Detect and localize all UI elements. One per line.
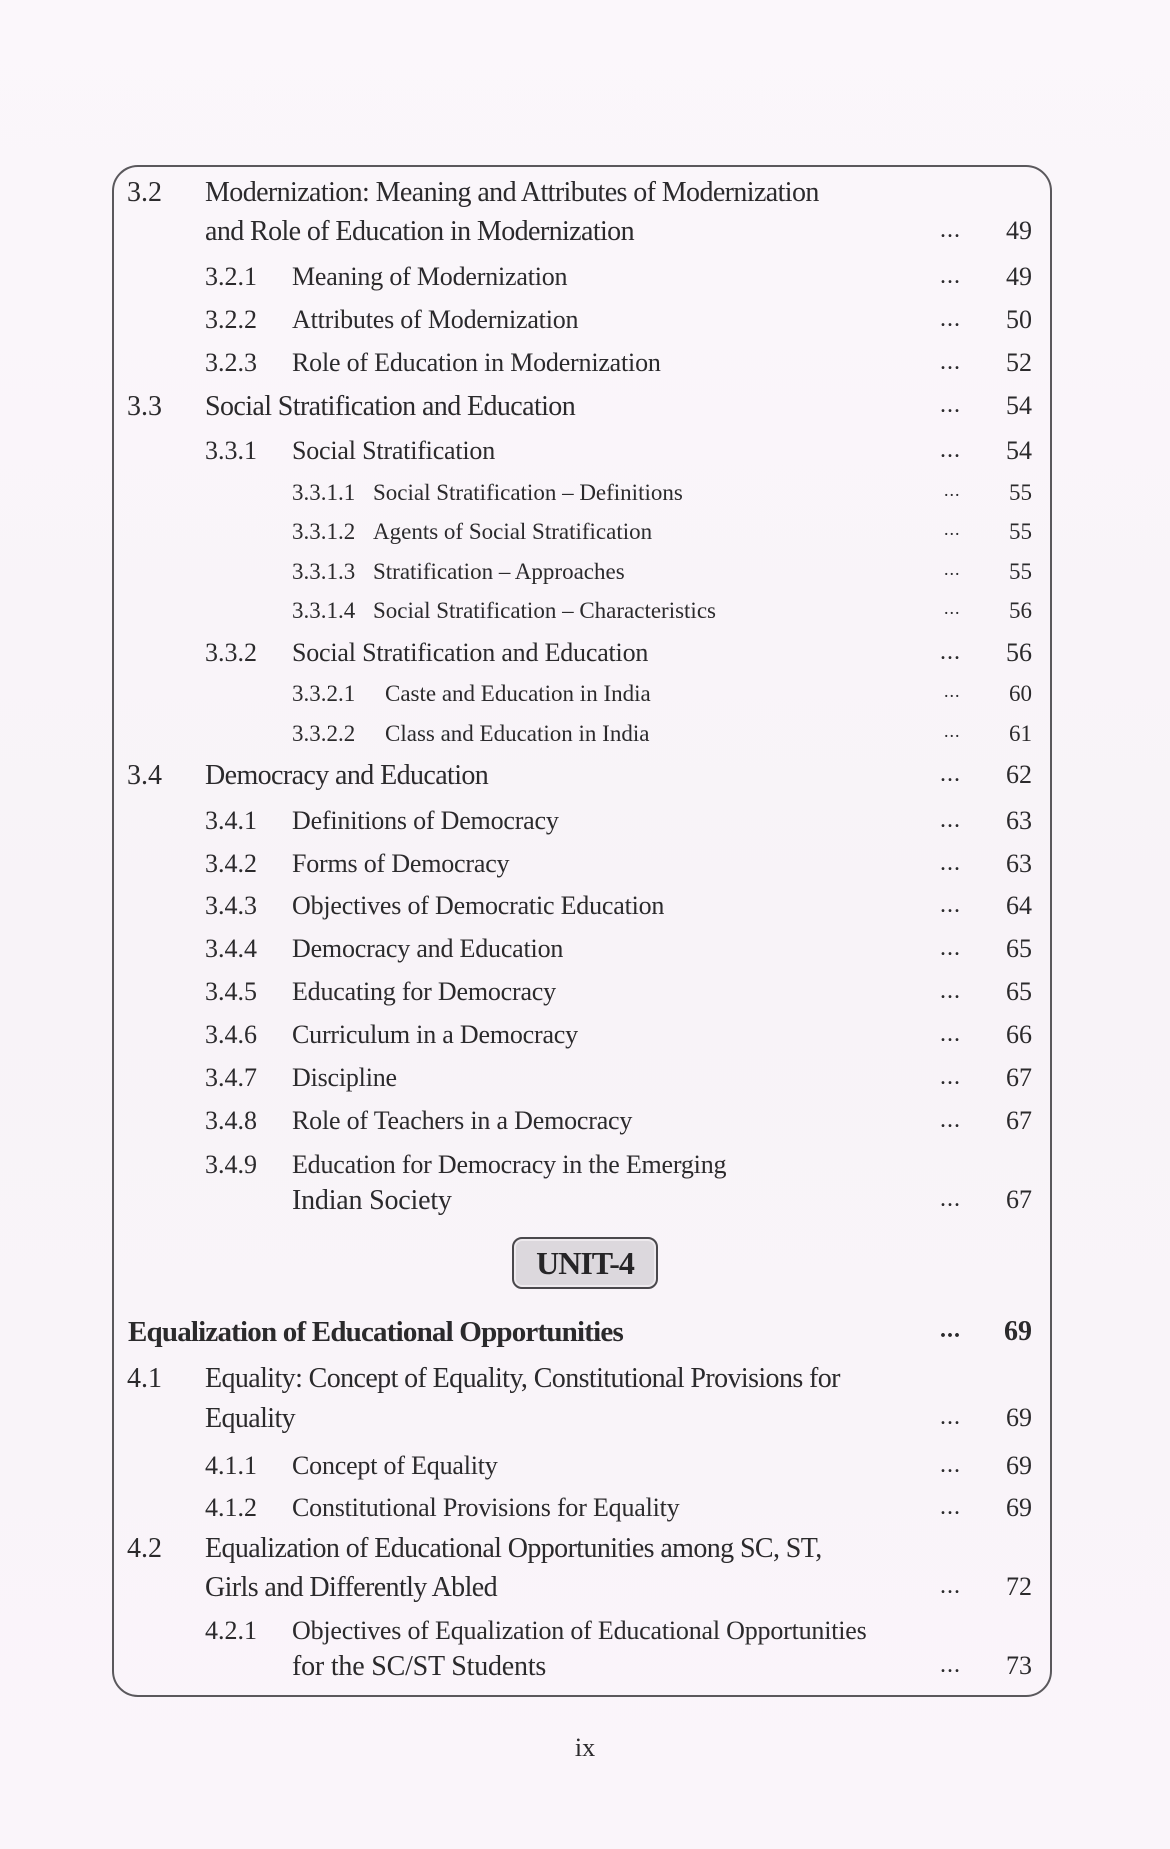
section-number: 4.2.1 bbox=[205, 1616, 257, 1645]
page-ref: 73 bbox=[1006, 1651, 1032, 1680]
section-title: Agents of Social Stratification bbox=[373, 519, 653, 544]
section-title: Meaning of Modernization bbox=[292, 262, 568, 291]
section-title: Social Stratification and Education bbox=[205, 391, 576, 422]
page-ref: 55 bbox=[1009, 480, 1032, 505]
toc-entry[interactable] bbox=[0, 1618, 1170, 1658]
section-title: Equality: Concept of Equality, Constitutional Provisions for bbox=[205, 1363, 840, 1394]
section-title: Indian Society bbox=[292, 1185, 452, 1216]
section-number: 4.1.1 bbox=[205, 1451, 257, 1480]
page-ref: 64 bbox=[1006, 891, 1032, 920]
page-ref: 63 bbox=[1006, 849, 1032, 878]
leader-dots: ... bbox=[940, 1186, 961, 1212]
page-ref: 49 bbox=[1006, 262, 1032, 291]
section-number: 3.2 bbox=[127, 177, 162, 208]
section-number: 3.4.5 bbox=[205, 977, 257, 1006]
section-title: Concept of Equality bbox=[292, 1451, 498, 1480]
toc-entry[interactable] bbox=[0, 520, 1170, 560]
leader-dots: ... bbox=[944, 721, 961, 741]
leader-dots: ... bbox=[944, 519, 961, 539]
toc-entry[interactable] bbox=[0, 1365, 1170, 1405]
section-number: 3.3.1 bbox=[205, 436, 257, 465]
section-title: Constitutional Provisions for Equality bbox=[292, 1493, 680, 1522]
page-ref: 69 bbox=[1006, 1403, 1032, 1432]
section-title: Social Stratification – Definitions bbox=[373, 480, 683, 505]
section-number: 4.2 bbox=[127, 1533, 162, 1564]
page-ref: 49 bbox=[1006, 216, 1032, 245]
leader-dots: ... bbox=[940, 263, 961, 289]
section-number: 3.4.4 bbox=[205, 934, 257, 963]
leader-dots: ... bbox=[944, 559, 961, 579]
leader-dots: ... bbox=[940, 1652, 961, 1678]
section-title: and Role of Education in Modernization bbox=[205, 216, 634, 247]
page-ref: 52 bbox=[1006, 348, 1032, 377]
section-number: 3.3.1.2 bbox=[292, 519, 356, 544]
section-title: Forms of Democracy bbox=[292, 849, 510, 878]
leader-dots: ... bbox=[940, 217, 961, 243]
toc-entry[interactable] bbox=[0, 1535, 1170, 1575]
section-number: 3.4.3 bbox=[205, 891, 257, 920]
section-title: Modernization: Meaning and Attributes of Modernization bbox=[205, 177, 819, 208]
section-number: 4.1.2 bbox=[205, 1493, 257, 1522]
section-title: Attributes of Modernization bbox=[292, 305, 579, 334]
toc-entry[interactable] bbox=[0, 307, 1170, 347]
page-ref: 67 bbox=[1006, 1106, 1032, 1135]
section-title: Educating for Democracy bbox=[292, 977, 556, 1006]
leader-dots: ... bbox=[940, 349, 961, 375]
toc-entry[interactable] bbox=[0, 393, 1170, 433]
section-number: 3.3.2 bbox=[205, 638, 257, 667]
toc-entry[interactable] bbox=[0, 179, 1170, 219]
leader-dots: ... bbox=[944, 480, 961, 500]
toc-entry[interactable] bbox=[0, 264, 1170, 304]
leader-dots: ... bbox=[940, 1317, 961, 1343]
leader-dots: ... bbox=[940, 935, 961, 961]
toc-entry[interactable] bbox=[0, 1108, 1170, 1148]
section-number: 3.4.6 bbox=[205, 1020, 257, 1049]
leader-dots: ... bbox=[940, 306, 961, 332]
section-number: 3.4.8 bbox=[205, 1106, 257, 1135]
section-title: Role of Education in Modernization bbox=[292, 348, 661, 377]
page-ref: 62 bbox=[1006, 760, 1032, 789]
toc-entry[interactable] bbox=[0, 1453, 1170, 1493]
page-ref: 69 bbox=[1006, 1493, 1032, 1522]
section-number: 3.3.1.3 bbox=[292, 559, 356, 584]
section-title: for the SC/ST Students bbox=[292, 1651, 547, 1682]
page-ref: 54 bbox=[1006, 391, 1032, 420]
leader-dots: ... bbox=[940, 1064, 961, 1090]
leader-dots: ... bbox=[940, 1404, 961, 1430]
toc-entry[interactable] bbox=[0, 560, 1170, 600]
section-title: Girls and Differently Abled bbox=[205, 1572, 497, 1603]
section-title: Democracy and Education bbox=[292, 934, 564, 963]
toc-entry[interactable] bbox=[0, 851, 1170, 891]
toc-entry[interactable] bbox=[0, 1022, 1170, 1062]
leader-dots: ... bbox=[940, 807, 961, 833]
unit-heading-title: Equalization of Educational Opportunities bbox=[128, 1316, 623, 1348]
toc-entry[interactable] bbox=[0, 481, 1170, 521]
section-number: 3.2.3 bbox=[205, 348, 257, 377]
leader-dots: ... bbox=[944, 598, 961, 618]
page-ref: 55 bbox=[1009, 519, 1032, 544]
leader-dots: ... bbox=[940, 1107, 961, 1133]
section-title: Class and Education in India bbox=[385, 721, 650, 746]
leader-dots: ... bbox=[940, 437, 961, 463]
section-title: Equalization of Educational Opportunities among SC, ST, bbox=[205, 1533, 822, 1564]
toc-entry[interactable] bbox=[0, 722, 1170, 762]
page-ref: 56 bbox=[1009, 598, 1032, 623]
page-ref: 72 bbox=[1006, 1572, 1032, 1601]
unit-heading[interactable] bbox=[0, 1318, 1170, 1358]
toc-entry[interactable] bbox=[0, 808, 1170, 848]
section-title: Social Stratification – Characteristics bbox=[373, 598, 716, 623]
leader-dots: ... bbox=[940, 1452, 961, 1478]
toc-entry[interactable] bbox=[0, 1065, 1170, 1105]
leader-dots: ... bbox=[940, 639, 961, 665]
toc-entry[interactable] bbox=[0, 893, 1170, 933]
toc-entry[interactable] bbox=[0, 1152, 1170, 1192]
toc-entry[interactable] bbox=[0, 1574, 1170, 1614]
page-ref: 61 bbox=[1009, 721, 1032, 746]
toc-entry[interactable] bbox=[0, 1187, 1170, 1227]
leader-dots: ... bbox=[940, 1021, 961, 1047]
section-title: Role of Teachers in a Democracy bbox=[292, 1106, 633, 1135]
section-number: 3.3.2.2 bbox=[292, 721, 356, 746]
toc-entry[interactable] bbox=[0, 1405, 1170, 1445]
leader-dots: ... bbox=[940, 892, 961, 918]
section-number: 4.1 bbox=[127, 1363, 162, 1394]
page-ref: 56 bbox=[1006, 638, 1032, 667]
section-title: Objectives of Equalization of Educational Opportunities bbox=[292, 1616, 867, 1645]
leader-dots: ... bbox=[940, 761, 961, 787]
page-ref: 69 bbox=[1006, 1451, 1032, 1480]
section-number: 3.4.1 bbox=[205, 806, 257, 835]
page-ref: 55 bbox=[1009, 559, 1032, 584]
unit-heading-page: 69 bbox=[1004, 1316, 1032, 1347]
section-title: Objectives of Democratic Education bbox=[292, 891, 665, 920]
section-title: Equality bbox=[205, 1403, 296, 1434]
leader-dots: ... bbox=[940, 850, 961, 876]
section-title: Caste and Education in India bbox=[385, 681, 651, 706]
section-number: 3.3 bbox=[127, 391, 162, 422]
section-number: 3.4.9 bbox=[205, 1150, 257, 1179]
section-number: 3.3.1.1 bbox=[292, 480, 356, 505]
page-ref: 54 bbox=[1006, 436, 1032, 465]
section-number: 3.4.7 bbox=[205, 1063, 257, 1092]
page-ref: 65 bbox=[1006, 934, 1032, 963]
section-title: Democracy and Education bbox=[205, 760, 489, 791]
section-title: Education for Democracy in the Emerging bbox=[292, 1150, 727, 1179]
section-title: Curriculum in a Democracy bbox=[292, 1020, 578, 1049]
section-title: Social Stratification and Education bbox=[292, 638, 649, 667]
section-title: Social Stratification bbox=[292, 436, 496, 465]
section-title: Stratification – Approaches bbox=[373, 559, 625, 584]
leader-dots: ... bbox=[944, 681, 961, 701]
leader-dots: ... bbox=[940, 978, 961, 1004]
toc-entry[interactable] bbox=[0, 936, 1170, 976]
toc-entry[interactable] bbox=[0, 599, 1170, 639]
toc-entry[interactable] bbox=[0, 762, 1170, 802]
toc-entry[interactable] bbox=[0, 979, 1170, 1019]
section-number: 3.4 bbox=[127, 760, 162, 791]
leader-dots: ... bbox=[940, 392, 961, 418]
page-number: ix bbox=[574, 1733, 596, 1762]
page-ref: 67 bbox=[1006, 1063, 1032, 1092]
toc-entry[interactable] bbox=[0, 640, 1170, 680]
section-title: Discipline bbox=[292, 1063, 397, 1092]
page-ref: 65 bbox=[1006, 977, 1032, 1006]
section-number: 3.3.2.1 bbox=[292, 681, 356, 706]
section-title: Definitions of Democracy bbox=[292, 806, 559, 835]
toc-entry[interactable] bbox=[0, 438, 1170, 478]
leader-dots: ... bbox=[940, 1494, 961, 1520]
toc-entry[interactable] bbox=[0, 1653, 1170, 1693]
page-ref: 66 bbox=[1006, 1020, 1032, 1049]
page-ref: 60 bbox=[1009, 681, 1032, 706]
section-number: 3.4.2 bbox=[205, 849, 257, 878]
section-number: 3.2.2 bbox=[205, 305, 257, 334]
section-number: 3.2.1 bbox=[205, 262, 257, 291]
toc-entry[interactable] bbox=[0, 1495, 1170, 1535]
section-number: 3.3.1.4 bbox=[292, 598, 356, 623]
leader-dots: ... bbox=[940, 1573, 961, 1599]
unit-badge: UNIT-4 bbox=[512, 1237, 658, 1289]
toc-entry[interactable] bbox=[0, 218, 1170, 258]
toc-entry[interactable] bbox=[0, 350, 1170, 390]
page-ref: 63 bbox=[1006, 806, 1032, 835]
page-ref: 50 bbox=[1006, 305, 1032, 334]
page-ref: 67 bbox=[1006, 1185, 1032, 1214]
toc-entry[interactable] bbox=[0, 682, 1170, 722]
